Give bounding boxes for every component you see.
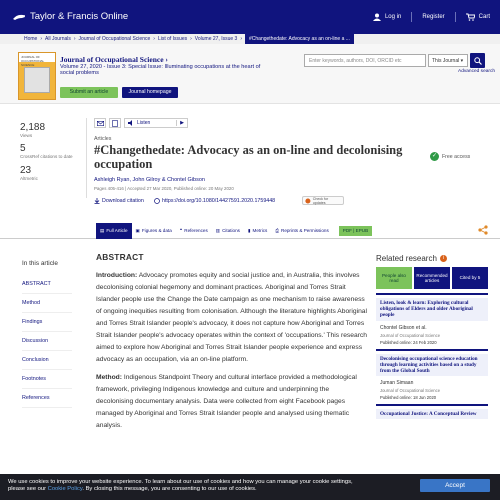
breadcrumb-separator: › [240,36,242,42]
related-item-date: Published online: 18 Jun 2020 [380,395,437,401]
issue-info[interactable]: Volume 27, 2020 - Issue 3: Special Issue: Illuminating occupations at the heart of social problems [60,64,261,77]
user-icon [373,13,381,21]
tab-label: Reprints & Permissions [281,228,329,233]
cover-title: JOURNAL OF OCCUPATIONAL SCIENCE [21,55,45,67]
register-link[interactable] [422,14,444,20]
pdf-epub-label: PDF | EPUB [342,228,369,233]
related-item[interactable] [376,349,488,405]
download-label: Download citation [102,198,144,204]
cart-icon [466,13,475,21]
login-link[interactable] [373,13,401,21]
toc-item-footnotes[interactable]: Footnotes [22,370,72,389]
link-icon [154,198,160,204]
accept-cookies-button[interactable]: Accept [420,479,490,492]
quote-icon: ❝ [179,228,183,233]
cookie-policy-link[interactable]: Cookie Policy [47,485,83,492]
method-text: Indigenous Standpoint Theory and cultural interface provided a methodological framework, privileging Indigenous knowledge and culture and underpinning the decolonising documentary analysis. Data were collected from eight Facebook pages managed by Aboriginal and Torres Strait Islander people and analysed using thematic analysis. [96,374,357,429]
toc-item-references[interactable]: References [22,389,72,408]
in-this-article-nav [22,260,72,408]
tab-references[interactable] [176,223,212,239]
breadcrumb [0,34,500,44]
account-nav [373,12,490,22]
related-item-date: Published online: 24 Feb 2020 [380,339,437,345]
tab-recommended-articles[interactable]: Recommended articles [414,267,450,289]
metric-altmetric[interactable] [20,165,80,181]
related-item-title[interactable]: Occupational Justice: A Conceptual Review [376,409,488,419]
image-icon: ▣ [135,228,140,233]
cart-link[interactable] [466,13,490,21]
top-header [0,0,500,34]
cookie-text: . By closing this message, you are consenting to our use of cookies. [82,485,257,492]
free-access-label: Free access [442,153,471,160]
breadcrumb-separator: › [153,36,155,42]
tab-people-also-read[interactable]: People also read [376,267,412,289]
document-icon: ▤ [100,228,105,233]
chevron-right-icon: › [165,55,168,64]
abstract-method [96,372,368,432]
download-citation-link[interactable] [94,198,144,204]
check-updates-label: Check for updates [312,196,329,205]
metric-value: 2,188 [20,122,46,133]
breadcrumb-separator: › [190,36,192,42]
nav-divider [411,12,412,22]
related-research-panel [376,254,488,423]
tab-citations[interactable] [212,223,244,239]
chevron-down-icon: ▾ [460,58,464,64]
related-tabs [376,267,488,289]
listen-label: Listen [137,120,151,126]
toc-item-conclusion[interactable]: Conclusion [22,351,72,370]
abstract-introduction [96,270,368,366]
abstract-heading: ABSTRACT [96,252,144,262]
tab-label: Metrics [252,228,268,233]
metric-views [20,122,80,138]
speaker-icon [128,120,135,126]
cookie-text: please see our [8,485,48,492]
doi-text: https://doi.org/10.1080/14427591.2020.1759448 [162,198,276,204]
metric-value: 5 [20,143,26,155]
search-scope-select[interactable] [428,54,468,67]
article-title: #Changethedate: Advocacy as an on-line and decolonising occupation [94,143,403,171]
metric-value: 23 [20,164,32,176]
related-item[interactable] [376,404,488,423]
toc-item-findings[interactable]: Findings [22,313,72,332]
tab-reprints[interactable] [271,223,332,239]
tab-figures[interactable] [132,223,176,239]
citation-icon: ▥ [215,228,221,233]
nav-divider [455,12,456,22]
listen-button[interactable] [124,118,188,128]
tab-label: Full Article [106,228,128,233]
tab-label: References [184,228,208,233]
search-scope-value: This Journal [432,58,460,64]
document-icon [112,120,118,127]
breadcrumb-current: #Changethedate: Advocacy as an on-line a ... [245,34,354,44]
related-item[interactable] [376,293,488,349]
print-icon: ⎙ [275,228,279,233]
article-authors[interactable]: Ashleigh Ryan, John Gilroy & Chontel Gibson [94,177,205,183]
search-icon [474,57,482,65]
metric-label: Altmetric [20,175,38,181]
brand-logo[interactable] [12,11,128,22]
related-heading-text: Related research [376,254,437,263]
brand-name: Taylor & Francis Online [30,11,129,22]
article-tabs [96,223,372,239]
journal-cover[interactable] [18,52,56,100]
related-item-journal: Journal of Occupational Science [380,388,441,394]
related-item-title[interactable]: Decolonising occupational science education through learning activities based on a study from the Global South [376,354,488,377]
lamp-icon [12,12,26,22]
toc-item-method[interactable]: Method [22,294,72,313]
method-label: Method: [96,374,122,381]
related-item-journal: Journal of Occupational Science [380,332,441,338]
journal-homepage-button[interactable]: Journal homepage [122,87,178,98]
copy-button[interactable] [109,118,121,128]
free-access-badge [430,152,470,161]
submit-article-button[interactable]: Submit an article [60,87,118,98]
intro-label: Introduction: [96,272,138,279]
tab-label: Citations [222,228,240,233]
tab-cited-by[interactable]: Cited by 5 [452,267,488,289]
share-icon[interactable] [478,225,488,235]
journal-title[interactable] [60,55,168,64]
article-type: Articles [94,136,112,142]
toc-item-discussion[interactable]: Discussion [22,332,72,351]
cookie-text-line1: We use cookies to improve your website experience. To learn about our use of cookies and how you can manage your cookie settings, [8,479,353,485]
doi-link[interactable] [154,198,275,204]
tab-metrics[interactable] [244,223,271,239]
login-label: Log in [384,14,402,20]
tab-label: Figures & data [141,228,172,233]
tab-full-article[interactable] [96,223,132,239]
email-share-button[interactable] [94,118,106,128]
article-pages: Pages 405-416 | Accepted 27 Mar 2020, Published online: 20 May 2020 [94,186,234,191]
breadcrumb-issues[interactable]: List of Issues [157,36,188,42]
related-item-author: Chontel Gibson et al. [380,324,427,331]
checkmark-icon: ✓ [431,153,438,159]
toc-heading: In this article [22,260,58,267]
breadcrumb-separator: › [73,36,76,42]
journal-title-text: Journal of Occupational Science [60,55,164,64]
pdf-epub-button[interactable] [339,226,372,236]
breadcrumb-journal[interactable]: Journal of Occupational Science [78,36,151,42]
search-button[interactable] [470,53,485,68]
metric-label: CrossRef citations to date [20,154,73,160]
download-icon [94,198,100,204]
cart-label: Cart [478,14,490,20]
breadcrumb-separator: › [40,36,43,42]
breadcrumb-home[interactable]: Home [24,36,38,42]
check-for-updates-button[interactable] [302,196,344,205]
bar-chart-icon: ▮ [247,228,251,233]
toc-item-abstract[interactable]: ABSTRACT [22,275,72,294]
envelope-icon [97,121,104,126]
info-icon[interactable]: i [440,255,447,262]
metrics-divider [86,118,87,198]
article-tools [94,118,188,128]
breadcrumb-all-journals[interactable]: All Journals [45,36,71,42]
intro-text: Advocacy promotes equity and social justice and, in Australia, this involves decolonising colonial hegemony and dominant practices. Aboriginal and Torres Strait Islander people use the Change the Date campaign as one mechanism to raise awareness of ongoing inequities resulting from colonisation. Although the literature highlights Aboriginal and Torres Strait Islander people's advocacy, it does not capture how Aboriginal and Torres Strait Islander people's advocacy operates within the context of 'occupations.' This research aimed to explore how Aboriginal and Torres Strait Islander people experience and express advocacy as an occupation, via an on-line platform. [96,272,368,363]
related-item-title[interactable]: Listen, look & learn: Exploring cultural obligations of Elders and older Aboriginal people [376,298,488,321]
play-icon: ▶ [176,120,184,126]
abstract-section [96,252,368,438]
article-metrics [20,122,80,186]
search-input[interactable]: Enter keywords, authors, DOI, ORCID etc [304,54,426,67]
cover-artwork [24,67,50,93]
crossmark-icon [305,198,311,204]
register-label: Register [422,14,445,20]
metric-label: Views [20,133,33,138]
related-heading [376,254,488,263]
related-item-author: Juman Simaan [380,380,414,387]
advanced-search-link[interactable]: Advanced search [458,69,496,74]
metric-crossref[interactable] [20,143,80,159]
breadcrumb-volume[interactable]: Volume 27, Issue 3 [194,36,238,42]
